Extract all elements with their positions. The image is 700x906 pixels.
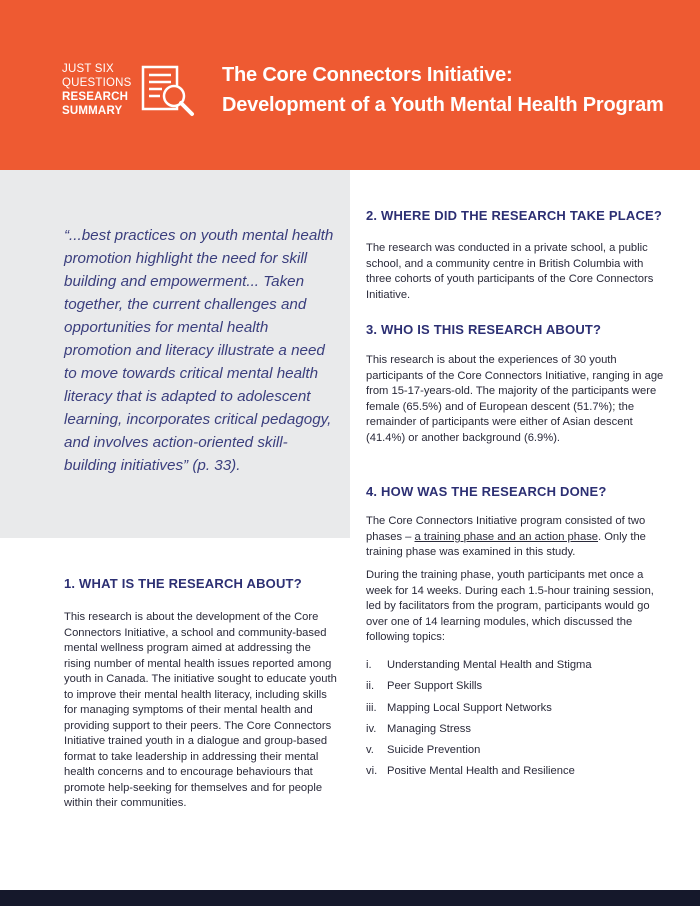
list-item-number: i. bbox=[366, 659, 372, 671]
section-2-body: The research was conducted in a private school, a public school, and a community centre in British Columbia with three cohorts of youth participants of the Core Connectors Initiative. bbox=[366, 242, 654, 301]
list-item-text: Understanding Mental Health and Stigma bbox=[387, 659, 592, 671]
document-search-icon bbox=[140, 64, 196, 120]
section-4-body-2: During the training phase, youth participants met once a week for 14 weeks. During each 1.5-hour training session, led by facilitators from the program, participants would go over one of 14 learning modules, which discussed the following topics: bbox=[366, 569, 654, 643]
list-item bbox=[366, 722, 666, 743]
footer-bar bbox=[0, 890, 700, 906]
section-3-body: This research is about the experiences of 30 youth participants of the Core Connectors Initiative, ranging in age from 15-17-years-old. The majority of the participants were female (65.5%) and of European descent (51.7%); the remainder of participants were either of Asian descent (41.4%) or another background (6.9%). bbox=[366, 354, 664, 444]
section-1-body: This research is about the development of the Core Connectors Initiative, a school and community-based mental wellness program aimed at addressing the rising number of mental health issues reported among youth in Canada. The initiative sought to educate youth to improve their mental health literacy, including skills for managing symptoms of their mental health and providing support to their peers. The Core Connectors Initiative trained youth in a dialogue and group-based format to take leadership in addressing their mental health concerns and to encourage behaviours that promote help-seeking for themselves and for people within their communities. bbox=[64, 611, 337, 809]
section-4-body-1 bbox=[366, 514, 666, 561]
list-item-text: Mapping Local Support Networks bbox=[387, 701, 552, 714]
series-label-line4: SUMMARY bbox=[62, 105, 123, 117]
page-title bbox=[222, 60, 664, 120]
section-1-heading: 1. WHAT IS THE RESEARCH ABOUT? bbox=[64, 576, 302, 591]
pull-quote: “...best practices on youth mental health promotion highlight the need for skill building and empowerment... Taken together, the current challenges and opportunities for mental health promotion and literacy illustrate a need to move towards critical mental health literacy that is adapted to adolescent learning, incorporates critical pedagogy, and involves action-oriented skill-building initiatives” (p. 33). bbox=[64, 227, 334, 474]
list-item bbox=[366, 764, 666, 785]
list-item-text: Positive Mental Health and Resilience bbox=[387, 765, 575, 778]
section-4-heading: 4. HOW WAS THE RESEARCH DONE? bbox=[366, 484, 607, 499]
section-3-heading: 3. WHO IS THIS RESEARCH ABOUT? bbox=[366, 322, 602, 337]
list-item-number: ii. bbox=[366, 680, 375, 693]
list-item bbox=[366, 658, 666, 679]
section-4-body-1-start: The Core Connectors Initiative program consisted of two phases – bbox=[366, 515, 646, 543]
list-item-text: Managing Stress bbox=[387, 722, 471, 735]
series-label bbox=[62, 62, 132, 118]
section-4-body-1-end: . Only the training phase was examined in this study. bbox=[366, 530, 646, 558]
list-item-number: vi. bbox=[366, 765, 378, 778]
list-item-text: Suicide Prevention bbox=[387, 744, 481, 757]
list-item-number: v. bbox=[366, 744, 374, 757]
list-item-number: iii. bbox=[366, 701, 377, 714]
list-item bbox=[366, 743, 666, 764]
phases-underlined-text: a training phase and an action phase bbox=[414, 530, 599, 543]
series-label-line2: QUESTIONS bbox=[62, 77, 132, 89]
series-label-line1: JUST SIX bbox=[62, 63, 114, 75]
page-title-line1: The Core Connectors Initiative: bbox=[222, 64, 513, 86]
series-label-line3: RESEARCH bbox=[62, 91, 129, 103]
list-item bbox=[366, 679, 666, 700]
page-title-line2: Development of a Youth Mental Health Program bbox=[222, 94, 664, 116]
list-item bbox=[366, 701, 666, 722]
topics-list bbox=[366, 658, 666, 786]
section-2-heading: 2. WHERE DID THE RESEARCH TAKE PLACE? bbox=[366, 208, 663, 223]
list-item-number: iv. bbox=[366, 722, 377, 735]
list-item-text: Peer Support Skills bbox=[387, 680, 483, 693]
header-banner bbox=[0, 0, 700, 170]
